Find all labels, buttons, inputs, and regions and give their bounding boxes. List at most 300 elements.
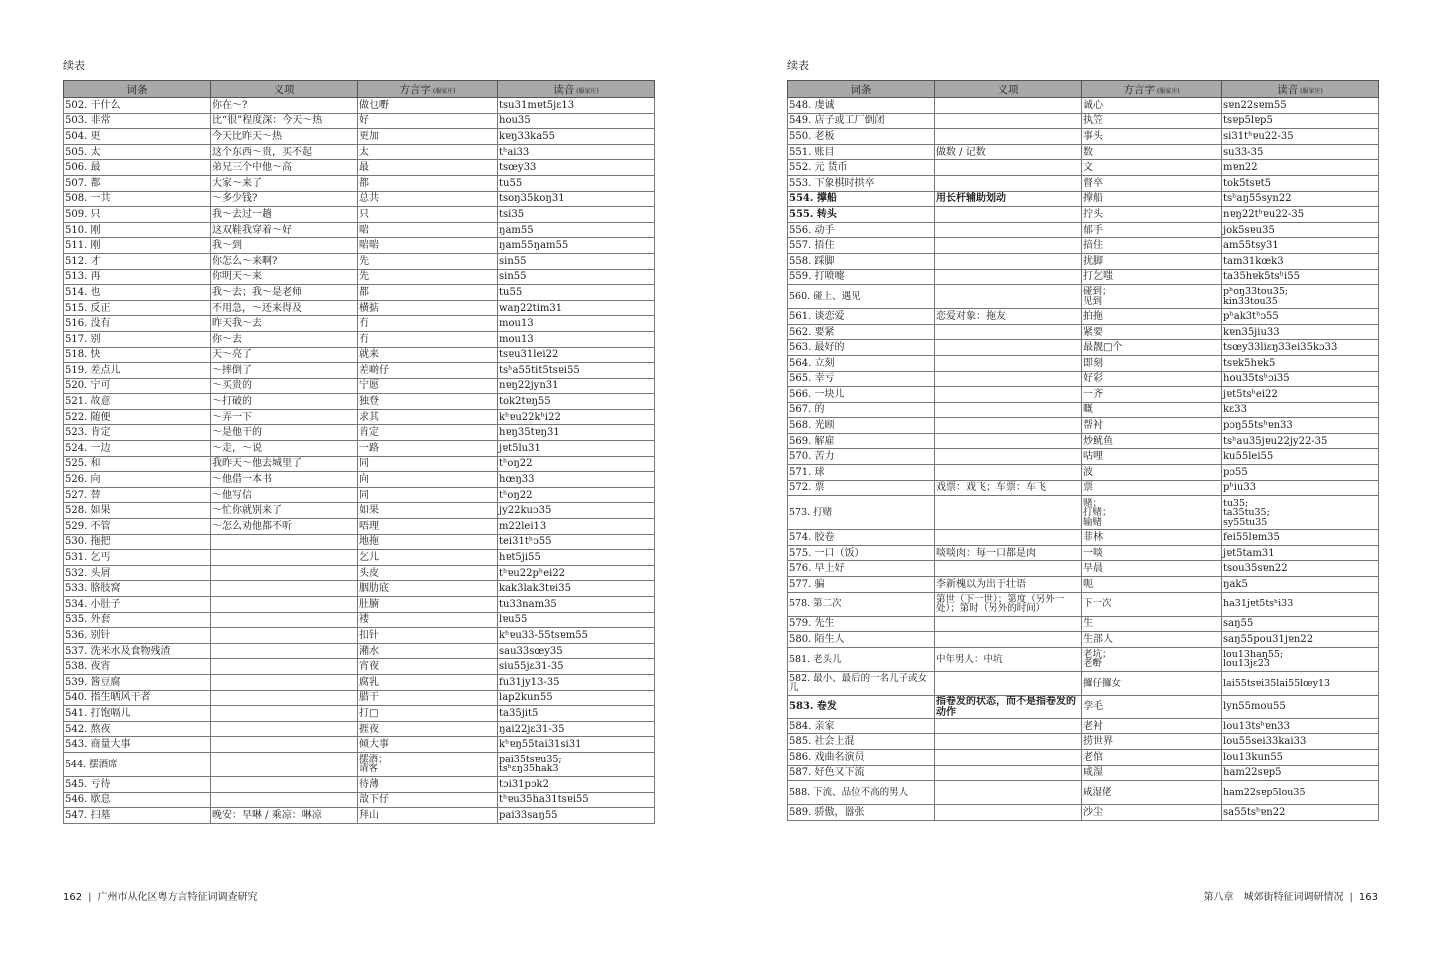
entry-cell: 561. 谈恋爱 <box>788 309 935 325</box>
table-row <box>788 577 1379 593</box>
meaning-cell: 昨天我～去 <box>211 316 358 332</box>
meaning-cell <box>935 387 1082 403</box>
meaning-cell: ～弄一下 <box>211 409 358 425</box>
meaning-cell <box>935 175 1082 191</box>
entry-cell: 571. 球 <box>788 465 935 481</box>
meaning-cell: ～买贵的 <box>211 378 358 394</box>
pronunciation-cell: pai35tsɐu35; tsʰɛŋ35hak3 <box>498 752 655 776</box>
pronunciation-cell: mɐn22 <box>1222 160 1379 176</box>
dialect-word-cell: 冇 <box>358 316 498 332</box>
pronunciation-cell: nɐŋ22tʰɐu22-35 <box>1222 207 1379 223</box>
dialect-word-cell: 揞住 <box>1082 238 1222 254</box>
pronunciation-cell: sin55 <box>498 253 655 269</box>
pronunciation-cell: kɛ33 <box>1222 402 1379 418</box>
header-sub-label: (服家庄) <box>1156 87 1180 95</box>
entry-cell: 541. 打饱嗝儿 <box>64 706 211 722</box>
dialect-word-cell: 只 <box>358 207 498 223</box>
table-row <box>64 331 655 347</box>
dialect-word-cell: 宵夜 <box>358 659 498 675</box>
dialect-word-cell: 攞仔攞女 <box>1082 671 1222 695</box>
entry-cell: 585. 社会上混 <box>788 734 935 750</box>
meaning-cell <box>211 752 358 776</box>
meaning-cell <box>935 718 1082 734</box>
table-row <box>788 253 1379 269</box>
entry-cell: 586. 戏曲名演员 <box>788 750 935 766</box>
table-row <box>64 519 655 535</box>
table-row <box>64 628 655 644</box>
meaning-cell <box>935 433 1082 449</box>
meaning-cell: 比“很”程度深：今天～热 <box>211 113 358 129</box>
pronunciation-cell: hɐŋ35tɐŋ31 <box>498 425 655 441</box>
meaning-cell <box>935 355 1082 371</box>
entry-cell: 569. 解雇 <box>788 433 935 449</box>
entry-cell: 537. 洗米水及食物残渣 <box>64 643 211 659</box>
dialect-word-cell: 督卒 <box>1082 175 1222 191</box>
vocabulary-table <box>63 80 655 824</box>
meaning-cell <box>935 324 1082 340</box>
table-row <box>64 425 655 441</box>
dialect-word-cell: 文 <box>1082 160 1222 176</box>
dialect-word-cell: 待薄 <box>358 776 498 792</box>
table-row <box>788 545 1379 561</box>
table-row <box>64 378 655 394</box>
pronunciation-cell: sau33sœy35 <box>498 643 655 659</box>
table-row <box>64 674 655 690</box>
dialect-word-cell: 捞世界 <box>1082 734 1222 750</box>
pronunciation-cell: tu55 <box>498 175 655 191</box>
entry-cell: 549. 店子或工厂倒闭 <box>788 113 935 129</box>
meaning-cell <box>935 371 1082 387</box>
dialect-word-cell: 唔理 <box>358 519 498 535</box>
dialect-word-cell: 郁手 <box>1082 222 1222 238</box>
entry-cell: 545. 亏待 <box>64 776 211 792</box>
entry-cell: 514. 也 <box>64 285 211 301</box>
entry-cell: 511. 刚 <box>64 238 211 254</box>
table-row <box>788 324 1379 340</box>
table-row <box>788 781 1379 805</box>
pronunciation-cell: tsɐu31lei22 <box>498 347 655 363</box>
table-row <box>788 238 1379 254</box>
entry-cell: 509. 只 <box>64 207 211 223</box>
dialect-word-cell: 菲林 <box>1082 530 1222 546</box>
meaning-cell: ～忙你就别来了 <box>211 503 358 519</box>
dialect-word-cell: 票 <box>1082 480 1222 496</box>
dialect-word-cell: 求其 <box>358 409 498 425</box>
meaning-cell: 第世（下一世）；第度（另外一处）；第时（另外的时间） <box>935 592 1082 616</box>
meaning-cell <box>211 737 358 753</box>
table-row <box>788 480 1379 496</box>
dialect-word-cell: 咸湿佬 <box>1082 781 1222 805</box>
dialect-word-cell: 腐乳 <box>358 674 498 690</box>
pronunciation-cell: kɐn35jiu33 <box>1222 324 1379 340</box>
table-row <box>788 632 1379 648</box>
table-row <box>64 441 655 457</box>
entry-cell: 583. 卷发 <box>788 695 935 718</box>
entry-cell: 573. 打赌 <box>788 496 935 530</box>
table-row <box>788 175 1379 191</box>
pronunciation-cell: kʰɐŋ55tai31si31 <box>498 737 655 753</box>
pronunciation-cell: tʰɐu22pʰei22 <box>498 565 655 581</box>
dialect-word-cell: 下一次 <box>1082 592 1222 616</box>
entry-cell: 587. 好色又下流 <box>788 765 935 781</box>
meaning-cell: ～怎么劝他都不听 <box>211 519 358 535</box>
meaning-cell: 大家～来了 <box>211 175 358 191</box>
entry-cell: 558. 踩脚 <box>788 253 935 269</box>
entry-cell: 504. 更 <box>64 129 211 145</box>
dialect-word-cell: 乞儿 <box>358 550 498 566</box>
meaning-cell: 指卷发的状态，而不是指卷发的动作 <box>935 695 1082 718</box>
pronunciation-cell: mou13 <box>498 331 655 347</box>
meaning-cell <box>211 534 358 550</box>
entry-cell: 582. 最小、最后的一名儿子或女儿 <box>788 671 935 695</box>
table-row <box>788 402 1379 418</box>
table-row <box>788 734 1379 750</box>
dialect-word-cell: 炒鱿鱼 <box>1082 433 1222 449</box>
table-header-row <box>788 81 1379 98</box>
pronunciation-cell: lou55sei33kai33 <box>1222 734 1379 750</box>
dialect-word-cell: 摆酒； 请客 <box>358 752 498 776</box>
meaning-cell: ～走，～说 <box>211 441 358 457</box>
header-meaning: 义项 <box>935 81 1082 98</box>
header-pronunciation: 读音 (服家庄) <box>498 81 655 98</box>
pronunciation-cell: ha31jɐt5tsʰi33 <box>1222 592 1379 616</box>
pronunciation-cell: kɐŋ33ka55 <box>498 129 655 145</box>
table-row <box>64 222 655 238</box>
entry-cell: 554. 撑船 <box>788 191 935 207</box>
table-row <box>788 449 1379 465</box>
pronunciation-cell: jɐt5lu31 <box>498 441 655 457</box>
entry-cell: 516. 没有 <box>64 316 211 332</box>
dialect-word-cell: 冇 <box>358 331 498 347</box>
header-dialect-word: 方言字 (服家庄) <box>1082 81 1222 98</box>
meaning-cell <box>935 765 1082 781</box>
entry-cell: 550. 老板 <box>788 129 935 145</box>
pronunciation-cell: hou35 <box>498 113 655 129</box>
pronunciation-cell: hɐt5ji55 <box>498 550 655 566</box>
meaning-cell <box>211 628 358 644</box>
dialect-word-cell: 即刻 <box>1082 355 1222 371</box>
dialect-word-cell: 生 <box>1082 616 1222 632</box>
table-row <box>788 671 1379 695</box>
entry-cell: 588. 下流、品位不高的男人 <box>788 781 935 805</box>
meaning-cell <box>935 160 1082 176</box>
entry-cell: 572. 票 <box>788 480 935 496</box>
meaning-cell <box>211 659 358 675</box>
header-entry: 词条 <box>64 81 211 98</box>
entry-cell: 540. 指生晒风干者 <box>64 690 211 706</box>
meaning-cell: 不用急，～还来得及 <box>211 300 358 316</box>
pronunciation-cell: lyn55mou55 <box>1222 695 1379 718</box>
meaning-cell: 弟兄三个中他～高 <box>211 160 358 176</box>
meaning-cell <box>935 222 1082 238</box>
meaning-cell: ～他写信 <box>211 487 358 503</box>
table-row <box>788 718 1379 734</box>
header-entry: 词条 <box>788 81 935 98</box>
pronunciation-cell: tsœy33liɛŋ33ei35kɔ33 <box>1222 340 1379 356</box>
entry-cell: 581. 老头儿 <box>788 647 935 671</box>
pronunciation-cell: fu31jy13-35 <box>498 674 655 690</box>
dialect-word-cell: 老衬 <box>1082 718 1222 734</box>
pronunciation-cell: jok5sɐu35 <box>1222 222 1379 238</box>
meaning-cell <box>935 530 1082 546</box>
table-row <box>64 612 655 628</box>
dialect-word-cell: 帮衬 <box>1082 418 1222 434</box>
pronunciation-cell: ŋak5 <box>1222 577 1379 593</box>
meaning-cell <box>211 550 358 566</box>
pronunciation-cell: ham22sɐp5 <box>1222 765 1379 781</box>
pronunciation-cell: jɐt5tsʰei22 <box>1222 387 1379 403</box>
dialect-word-cell: 诚心 <box>1082 98 1222 114</box>
table-row <box>64 113 655 129</box>
entry-cell: 520. 宁可 <box>64 378 211 394</box>
entry-cell: 532. 头屑 <box>64 565 211 581</box>
entry-cell: 518. 快 <box>64 347 211 363</box>
table-row <box>788 465 1379 481</box>
entry-cell: 502. 干什么 <box>64 98 211 114</box>
dialect-word-cell: 肚腩 <box>358 597 498 613</box>
meaning-cell <box>935 418 1082 434</box>
entry-cell: 574. 胶卷 <box>788 530 935 546</box>
meaning-cell <box>935 340 1082 356</box>
dialect-word-cell: 呃 <box>1082 577 1222 593</box>
entry-cell: 535. 外套 <box>64 612 211 628</box>
pronunciation-cell: lai55tsɐi35lai55lœy13 <box>1222 671 1379 695</box>
dialect-word-cell: 倾大事 <box>358 737 498 753</box>
pronunciation-cell: am55tsy31 <box>1222 238 1379 254</box>
meaning-cell <box>935 781 1082 805</box>
table-row <box>788 113 1379 129</box>
pronunciation-cell: tsʰa55tit5tsɐi55 <box>498 363 655 379</box>
entry-cell: 523. 肯定 <box>64 425 211 441</box>
table-row <box>788 309 1379 325</box>
pronunciation-cell: ŋai22jɛ31-35 <box>498 721 655 737</box>
meaning-cell: 你怎么～来啊? <box>211 253 358 269</box>
dialect-word-cell: 撑船 <box>1082 191 1222 207</box>
entry-cell: 530. 拖把 <box>64 534 211 550</box>
pronunciation-cell: pʰak3tʰɔ55 <box>1222 309 1379 325</box>
meaning-cell <box>211 721 358 737</box>
dialect-word-cell: 向 <box>358 472 498 488</box>
table-row <box>64 207 655 223</box>
meaning-cell: 你在～? <box>211 98 358 114</box>
table-row <box>788 355 1379 371</box>
table-row <box>64 144 655 160</box>
pronunciation-cell: lap2kun55 <box>498 690 655 706</box>
meaning-cell <box>935 734 1082 750</box>
dialect-word-cell: 同 <box>358 487 498 503</box>
page-footer: 第八章 城郊街特征词调研情况 | 163 <box>1203 892 1378 903</box>
dialect-word-cell: 宁愿 <box>358 378 498 394</box>
table-row <box>788 496 1379 530</box>
dialect-word-cell: 先 <box>358 253 498 269</box>
table-row <box>788 340 1379 356</box>
table-row <box>64 706 655 722</box>
entry-cell: 555. 转头 <box>788 207 935 223</box>
table-row <box>64 643 655 659</box>
pronunciation-cell: tsoŋ35koŋ31 <box>498 191 655 207</box>
entry-cell: 519. 差点儿 <box>64 363 211 379</box>
dialect-word-cell: 咕哩 <box>1082 449 1222 465</box>
entry-cell: 534. 小肚子 <box>64 597 211 613</box>
table-row <box>64 503 655 519</box>
pronunciation-cell: pʰiu33 <box>1222 480 1379 496</box>
entry-cell: 580. 陌生人 <box>788 632 935 648</box>
dialect-word-cell: 沙尘 <box>1082 805 1222 821</box>
entry-cell: 529. 不管 <box>64 519 211 535</box>
meaning-cell <box>935 632 1082 648</box>
table-row <box>64 550 655 566</box>
pronunciation-cell: lou13kun55 <box>1222 750 1379 766</box>
pronunciation-cell: tu35; ta35tu35; sy55tu35 <box>1222 496 1379 530</box>
pronunciation-cell: ŋam55ŋam55 <box>498 238 655 254</box>
dialect-word-cell: 独登 <box>358 394 498 410</box>
table-row <box>64 472 655 488</box>
meaning-cell: 这双鞋我穿着～好 <box>211 222 358 238</box>
dialect-word-cell: 拍拖 <box>1082 309 1222 325</box>
table-row <box>788 285 1379 309</box>
dialect-word-cell: 最靓□个 <box>1082 340 1222 356</box>
table-row <box>788 695 1379 718</box>
table-row <box>64 269 655 285</box>
entry-cell: 533. 胳肢窝 <box>64 581 211 597</box>
header-sub-label: (服家庄) <box>432 87 456 95</box>
entry-cell: 505. 太 <box>64 144 211 160</box>
dialect-word-cell: 好彩 <box>1082 371 1222 387</box>
meaning-cell <box>211 612 358 628</box>
dialect-word-cell: 差啲仔 <box>358 363 498 379</box>
entry-cell: 510. 刚 <box>64 222 211 238</box>
pronunciation-cell: nɐŋ22jyn31 <box>498 378 655 394</box>
entry-cell: 515. 反正 <box>64 300 211 316</box>
table-row <box>788 433 1379 449</box>
header-dialect-word: 方言字 (服家庄) <box>358 81 498 98</box>
page-number: 162 <box>63 892 83 903</box>
table-row <box>64 721 655 737</box>
dialect-word-cell: 啱 <box>358 222 498 238</box>
pronunciation-cell: kak3lak3tɐi35 <box>498 581 655 597</box>
pronunciation-cell: tok2tɐŋ55 <box>498 394 655 410</box>
meaning-cell <box>211 643 358 659</box>
meaning-cell: 我昨天～他去城里了 <box>211 456 358 472</box>
table-row <box>788 222 1379 238</box>
entry-cell: 512. 才 <box>64 253 211 269</box>
meaning-cell: 这个东西～贵，买不起 <box>211 144 358 160</box>
table-row <box>788 144 1379 160</box>
table-row <box>64 776 655 792</box>
meaning-cell: 做数 / 记数 <box>935 144 1082 160</box>
meaning-cell <box>935 561 1082 577</box>
meaning-cell: 我～去；我～是老师 <box>211 285 358 301</box>
table-row <box>788 371 1379 387</box>
meaning-cell <box>935 750 1082 766</box>
meaning-cell <box>211 792 358 808</box>
table-row <box>64 487 655 503</box>
table-row <box>64 175 655 191</box>
meaning-cell <box>935 129 1082 145</box>
dialect-word-cell: 好 <box>358 113 498 129</box>
table-caption: 续表 <box>787 59 809 72</box>
pronunciation-cell: tʰɐu35ha31tsɐi55 <box>498 792 655 808</box>
table-row <box>788 191 1379 207</box>
entry-cell: 557. 捂住 <box>788 238 935 254</box>
table-row <box>64 98 655 114</box>
entry-cell: 528. 如果 <box>64 503 211 519</box>
table-row <box>64 253 655 269</box>
dialect-word-cell: 捱夜 <box>358 721 498 737</box>
entry-cell: 576. 早上好 <box>788 561 935 577</box>
table-row <box>64 792 655 808</box>
dialect-word-cell: 老倌 <box>1082 750 1222 766</box>
meaning-cell: 晚安：早啉 / 乘凉：啉凉 <box>211 808 358 824</box>
meaning-cell <box>935 449 1082 465</box>
table-row <box>64 597 655 613</box>
dialect-word-cell: 生部人 <box>1082 632 1222 648</box>
entry-cell: 524. 一边 <box>64 441 211 457</box>
dialect-word-cell: 地拖 <box>358 534 498 550</box>
entry-cell: 568. 光顾 <box>788 418 935 434</box>
pronunciation-cell: ta35jit5 <box>498 706 655 722</box>
meaning-cell <box>935 207 1082 223</box>
entry-cell: 517. 别 <box>64 331 211 347</box>
table-row <box>788 750 1379 766</box>
table-row <box>788 616 1379 632</box>
table-header-row <box>64 81 655 98</box>
pronunciation-cell: tok5tsɐt5 <box>1222 175 1379 191</box>
chapter-title: 第八章 城郊街特征词调研情况 <box>1203 892 1344 903</box>
table-row <box>64 534 655 550</box>
dialect-word-cell: 事头 <box>1082 129 1222 145</box>
entry-cell: 562. 要紧 <box>788 324 935 340</box>
entry-cell: 503. 非常 <box>64 113 211 129</box>
meaning-cell: 你～去 <box>211 331 358 347</box>
entry-cell: 579. 先生 <box>788 616 935 632</box>
table-row <box>64 409 655 425</box>
pronunciation-cell: sin55 <box>498 269 655 285</box>
header-meaning: 义项 <box>211 81 358 98</box>
table-row <box>64 129 655 145</box>
entry-cell: 539. 酱豆腐 <box>64 674 211 690</box>
table-row <box>788 98 1379 114</box>
entry-cell: 566. 一块儿 <box>788 387 935 403</box>
dialect-word-cell: 一啖 <box>1082 545 1222 561</box>
dialect-word-cell: 赌； 打赌； 输赌 <box>1082 496 1222 530</box>
dialect-word-cell: 打□ <box>358 706 498 722</box>
pronunciation-cell: fei55lɐm35 <box>1222 530 1379 546</box>
pronunciation-cell: tsu31mɐt5jɛ13 <box>498 98 655 114</box>
entry-cell: 570. 苦力 <box>788 449 935 465</box>
meaning-cell <box>211 581 358 597</box>
pronunciation-cell: hœŋ33 <box>498 472 655 488</box>
entry-cell: 522. 随便 <box>64 409 211 425</box>
table-row <box>788 530 1379 546</box>
table-row <box>64 285 655 301</box>
meaning-cell <box>935 616 1082 632</box>
entry-cell: 508. 一共 <box>64 191 211 207</box>
entry-cell: 565. 幸亏 <box>788 371 935 387</box>
pronunciation-cell: pʰoŋ33tou35; kin33tou35 <box>1222 285 1379 309</box>
entry-cell: 538. 夜宵 <box>64 659 211 675</box>
dialect-word-cell: 嘅 <box>1082 402 1222 418</box>
entry-cell: 584. 亲家 <box>788 718 935 734</box>
dialect-word-cell: 扰脚 <box>1082 253 1222 269</box>
meaning-cell <box>935 671 1082 695</box>
table-row <box>64 394 655 410</box>
dialect-word-cell: 同 <box>358 456 498 472</box>
table-row <box>64 690 655 706</box>
entry-cell: 531. 乞丐 <box>64 550 211 566</box>
meaning-cell <box>935 402 1082 418</box>
entry-cell: 564. 立刻 <box>788 355 935 371</box>
